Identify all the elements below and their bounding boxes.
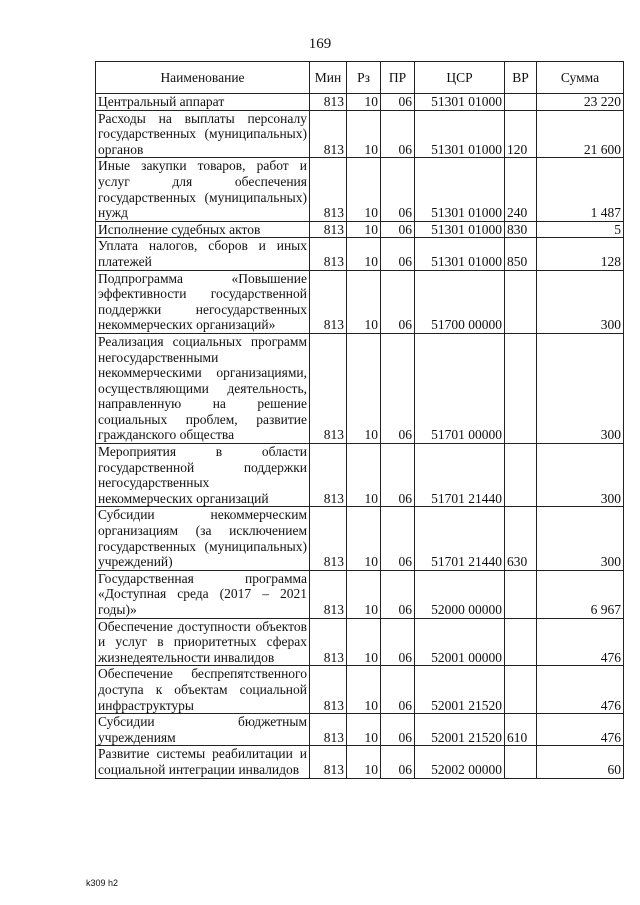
row-csr: 52001 21520 [415,714,505,746]
row-sum: 60 [537,746,624,778]
row-min: 813 [310,618,347,666]
row-min: 813 [310,158,347,221]
row-vr [505,444,537,507]
row-csr: 51301 01000 [415,94,505,111]
table-row [96,333,624,443]
row-vr [505,333,537,443]
row-name: Мероприятия в области государственной поддержки негосударственных некоммерческих организаций [96,444,310,507]
row-name: Исполнение судебных актов [96,221,310,238]
row-rz: 10 [347,110,381,158]
row-pr: 06 [381,570,415,618]
page-number: 169 [308,36,332,52]
row-name: Обеспечение доступности объектов и услуг в приоритетных сферах жизнедеятельности инвалидов [96,618,310,666]
row-rz: 10 [347,746,381,778]
row-sum: 300 [537,507,624,570]
row-rz: 10 [347,618,381,666]
row-vr [505,270,537,333]
row-sum: 5 [537,221,624,238]
table-row [96,238,624,270]
table-row [96,618,624,666]
row-rz: 10 [347,333,381,443]
row-vr: 240 [505,158,537,221]
row-csr: 52001 21520 [415,666,505,714]
row-pr: 06 [381,158,415,221]
row-sum: 300 [537,333,624,443]
row-rz: 10 [347,714,381,746]
row-pr: 06 [381,94,415,111]
row-name: Расходы на выплаты персоналу государственных (муниципальных) органов [96,110,310,158]
header-pr: ПР [381,62,415,94]
row-vr [505,94,537,111]
row-name: Центральный аппарат [96,94,310,111]
row-min: 813 [310,666,347,714]
row-rz: 10 [347,94,381,111]
row-sum: 300 [537,444,624,507]
table-row [96,444,624,507]
row-pr: 06 [381,110,415,158]
row-rz: 10 [347,270,381,333]
table-row [96,270,624,333]
row-csr: 51301 01000 [415,238,505,270]
row-vr [505,746,537,778]
row-pr: 06 [381,746,415,778]
row-rz: 10 [347,238,381,270]
row-vr: 830 [505,221,537,238]
row-vr: 120 [505,110,537,158]
row-sum: 476 [537,618,624,666]
row-csr: 52002 00000 [415,746,505,778]
row-sum: 476 [537,666,624,714]
table-header-row [96,62,624,94]
row-rz: 10 [347,221,381,238]
header-rz: Рз [347,62,381,94]
table-row [96,507,624,570]
row-sum: 6 967 [537,570,624,618]
row-pr: 06 [381,714,415,746]
row-min: 813 [310,221,347,238]
row-rz: 10 [347,444,381,507]
row-name: Развитие системы реабилитации и социальной интеграции инвалидов [96,746,310,778]
table-row [96,746,624,778]
row-name: Субсидии некоммерческим организациям (за исключением государственных (муниципальных) учреждений) [96,507,310,570]
table-row [96,570,624,618]
row-pr: 06 [381,238,415,270]
row-csr: 51700 00000 [415,270,505,333]
row-min: 813 [310,507,347,570]
row-rz: 10 [347,507,381,570]
row-pr: 06 [381,444,415,507]
row-pr: 06 [381,666,415,714]
header-csr: ЦСР [415,62,505,94]
row-vr: 630 [505,507,537,570]
table-row [96,666,624,714]
row-min: 813 [310,746,347,778]
row-sum: 300 [537,270,624,333]
row-csr: 51701 00000 [415,333,505,443]
row-vr [505,666,537,714]
table-row [96,110,624,158]
row-vr: 850 [505,238,537,270]
row-sum: 1 487 [537,158,624,221]
row-name: Государственная программа «Доступная среда (2017 – 2021 годы)» [96,570,310,618]
row-sum: 23 220 [537,94,624,111]
row-min: 813 [310,714,347,746]
row-min: 813 [310,333,347,443]
row-name: Обеспечение беспрепятственного доступа к объектам социальной инфраструктуры [96,666,310,714]
header-min: Мин [310,62,347,94]
row-name: Иные закупки товаров, работ и услуг для обеспечения государственных (муниципальных) нужд [96,158,310,221]
row-sum: 21 600 [537,110,624,158]
row-sum: 476 [537,714,624,746]
table-row [96,714,624,746]
row-pr: 06 [381,221,415,238]
row-csr: 51301 01000 [415,158,505,221]
row-csr: 51701 21440 [415,444,505,507]
row-csr: 52001 00000 [415,618,505,666]
row-pr: 06 [381,333,415,443]
budget-table [95,61,624,779]
row-csr: 51301 01000 [415,110,505,158]
row-vr [505,570,537,618]
row-min: 813 [310,444,347,507]
row-name: Уплата налогов, сборов и иных платежей [96,238,310,270]
table-row [96,158,624,221]
row-rz: 10 [347,570,381,618]
row-min: 813 [310,110,347,158]
row-name: Субсидии бюджетным учреждениям [96,714,310,746]
table-row [96,221,624,238]
row-min: 813 [310,238,347,270]
header-sum: Сумма [537,62,624,94]
footer-code: k309 h2 [86,878,119,888]
row-min: 813 [310,270,347,333]
row-vr [505,618,537,666]
table-row [96,94,624,111]
row-rz: 10 [347,666,381,714]
row-name: Подпрограмма «Повышение эффективности государственной поддержки негосударственных некоммерческих организаций» [96,270,310,333]
row-sum: 128 [537,238,624,270]
row-csr: 51301 01000 [415,221,505,238]
header-name: Наименование [96,62,310,94]
row-min: 813 [310,570,347,618]
row-rz: 10 [347,158,381,221]
header-vr: ВР [505,62,537,94]
row-csr: 52000 00000 [415,570,505,618]
row-vr: 610 [505,714,537,746]
row-min: 813 [310,94,347,111]
row-name: Реализация социальных программ негосударственными некоммерческими организациями, осуществляющими деятельность, направленную на решение социальных проблем, развитие гражданского общества [96,333,310,443]
row-pr: 06 [381,618,415,666]
row-csr: 51701 21440 [415,507,505,570]
row-pr: 06 [381,507,415,570]
row-pr: 06 [381,270,415,333]
